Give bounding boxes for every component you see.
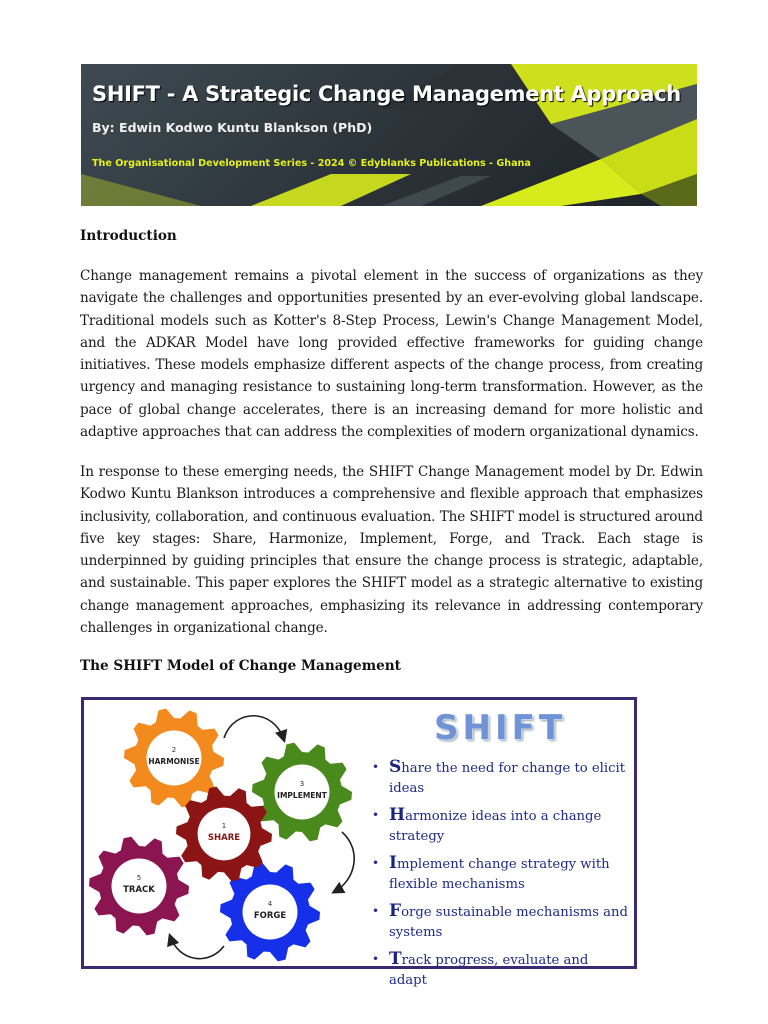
stage-description: rack progress, evaluate and adapt: [389, 953, 589, 988]
shift-stage-item: [370, 950, 630, 990]
bullet-icon: •: [372, 760, 380, 774]
stage-description: orge sustainable mechanisms and systems: [389, 905, 628, 940]
cycle-arrow-bottom: [170, 936, 224, 959]
bullet-icon: •: [372, 808, 380, 822]
gear-number-2: 2: [171, 746, 177, 754]
gear-label-harmonise: HARMONISE: [148, 757, 200, 766]
bullet-icon: •: [372, 904, 380, 918]
intro-paragraph-1: Change management remains a pivotal element in the success of organizations as they navigate the challenges and opportunities presented by an ever-evolving global landscape. Traditional models such as Kotter's 8-Step Process, Lewin's Change Management Model, and the ADKAR Model have long provided effective frameworks for guiding change initiatives. These models emphasize different aspects of the change process, from creating urgency and managing resistance to sustaining long-term transformation. However, as the pace of global change accelerates, there is an increasing demand for more holistic and adaptive approaches that can address the complexities of modern organizational dynamics.: [80, 268, 703, 441]
cycle-arrow-right: [334, 832, 354, 892]
shift-stage-list: [370, 758, 630, 998]
shift-stage-item: [370, 854, 630, 894]
gear-label-track: TRACK: [123, 885, 155, 895]
cycle-arrow-top: [224, 716, 284, 740]
bullet-icon: •: [372, 856, 380, 870]
stage-initial: H: [389, 805, 406, 825]
stage-description: armonize ideas into a change strategy: [389, 809, 602, 844]
shift-model-figure: [81, 697, 637, 988]
gear-number-4: 4: [267, 900, 273, 908]
model-section-heading: The SHIFT Model of Change Management: [80, 658, 401, 674]
shift-title: SHIFT: [434, 708, 567, 748]
gear-label-share: SHARE: [207, 833, 241, 843]
gear-label-implement: IMPLEMENT: [277, 791, 327, 800]
intro-paragraph-2: In response to these emerging needs, the SHIFT Change Management model by Dr. Edwin Kodwo Kuntu Blankson introduces a comprehensive and flexible approach that emphasizes inclusivity, collaboration, and continuous evaluation. The SHIFT model is structured around five key stages: Share, Harmonize, Implement, Forge, and Track. Each stage is underpinned by guiding principles that ensure the change process is strategic, adaptable, and sustainable. This paper explores the SHIFT model as a strategic alternative to existing change management approaches, emphasizing its relevance in addressing contemporary challenges in organizational change.: [80, 464, 703, 637]
gear-label-forge: FORGE: [253, 911, 287, 921]
shift-stage-item: [370, 902, 630, 942]
stage-description: mplement change strategy with flexible mechanisms: [389, 857, 610, 892]
gear-number-1: 1: [221, 822, 227, 830]
author-byline: By: Edwin Kodwo Kuntu Blankson (PhD): [92, 120, 373, 135]
document-title: SHIFT - A Strategic Change Management Approach: [92, 82, 681, 106]
stage-description: hare the need for change to elicit ideas: [389, 761, 626, 796]
introduction-heading: Introduction: [80, 228, 177, 244]
stage-initial: T: [389, 949, 402, 969]
shift-stage-item: [370, 806, 630, 846]
series-line: The Organisational Development Series - 2024 © Edyblanks Publications - Ghana: [92, 158, 531, 169]
stage-initial: S: [389, 757, 402, 777]
stage-initial: I: [389, 853, 397, 873]
gear-number-5: 5: [136, 874, 142, 882]
shift-stage-item: [370, 758, 630, 798]
gears-diagram: [84, 700, 369, 966]
header-banner: [81, 64, 697, 206]
stage-initial: F: [389, 901, 402, 921]
bullet-icon: •: [372, 952, 380, 966]
gear-number-3: 3: [299, 780, 305, 788]
